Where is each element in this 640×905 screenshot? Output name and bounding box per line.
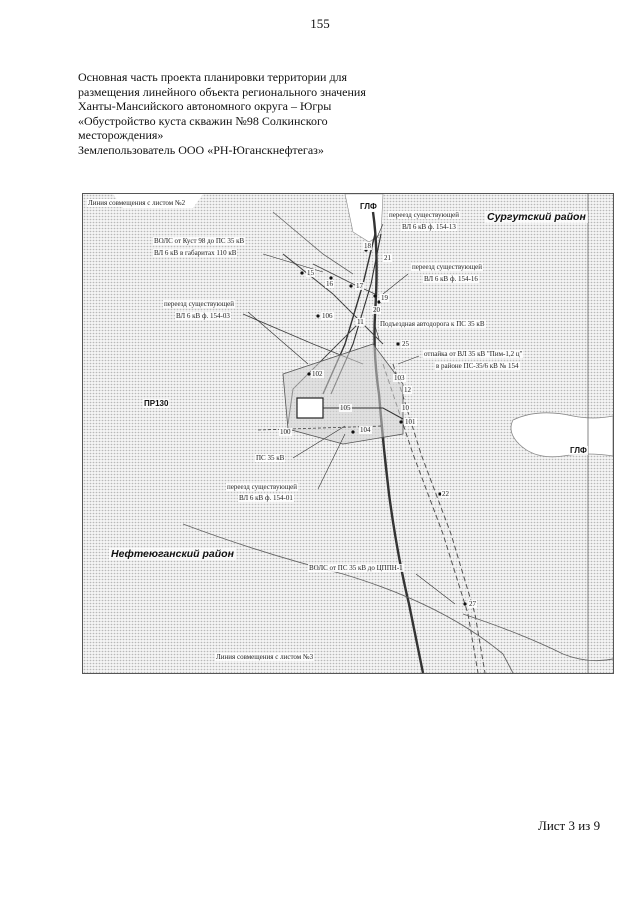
point-marker <box>316 314 319 317</box>
point-marker <box>463 602 466 605</box>
crossing-154-13-label: ВЛ 6 кВ ф. 154-13 <box>402 223 456 231</box>
substation-rect <box>297 398 323 418</box>
point-number: 19 <box>381 294 388 302</box>
crossing-154-03-label: переезд существующей <box>164 300 234 308</box>
point-number: 18 <box>364 242 371 250</box>
branch-line-label: отпайка от ВЛ 35 кВ "Пим-1,2 ц" <box>424 350 523 358</box>
point-number: 104 <box>360 426 371 434</box>
vols-kust98-label: ВОЛС от Куст 98 до ПС 35 кВ <box>154 237 245 245</box>
point-number: 106 <box>322 312 333 320</box>
point-number: 10 <box>402 404 409 412</box>
point-number: 105 <box>340 404 351 412</box>
vols-ps35-label: ВОЛС от ПС 35 кВ до ЦППН-1 <box>309 564 403 572</box>
point-marker <box>396 342 399 345</box>
point-marker <box>351 430 354 433</box>
page-number: 155 <box>310 16 330 31</box>
site-area <box>283 344 403 444</box>
header-line: размещения линейного объекта регионального значения <box>78 84 366 99</box>
point-marker <box>300 271 303 274</box>
point-marker <box>399 420 402 423</box>
surgut-district-label: Сургутский район <box>487 211 586 223</box>
crossing-154-13-label: переезд существующей <box>389 211 459 219</box>
vols-kust98-label: ВЛ 6 кВ в габаритах 110 кВ <box>154 249 237 257</box>
point-number: 11 <box>357 318 364 326</box>
point-number: 100 <box>280 428 291 436</box>
branch-line-label: в районе ПС-35/6 кВ № 154 <box>436 362 519 370</box>
crossing-154-01-label: ВЛ 6 кВ ф. 154-01 <box>239 494 293 502</box>
leader-line <box>416 574 455 604</box>
point-number: 103 <box>394 374 405 382</box>
point-number: 16 <box>326 280 333 288</box>
point-marker <box>373 294 376 297</box>
leader-line <box>398 356 419 364</box>
match-line-3-label: Линия совмещения с листом №3 <box>216 653 314 661</box>
map-graphics <box>83 194 613 673</box>
header-line: месторождения» <box>78 128 164 143</box>
district-boundary <box>373 212 423 673</box>
point-number: 22 <box>442 490 449 498</box>
glf-tag: ГЛФ <box>570 446 587 455</box>
nefteyugansk-district-label: Нефтеюганский район <box>111 548 234 560</box>
leader-line <box>383 274 408 294</box>
planning-map <box>82 193 614 674</box>
pipeline <box>463 614 613 661</box>
header-line: Землепользователь ООО «РН-Юганскнефтегаз» <box>78 142 324 157</box>
document-header <box>78 70 408 158</box>
point-number: 102 <box>312 370 323 378</box>
point-number: 21 <box>384 254 391 262</box>
access-road-label: Подъездная автодорога к ПС 35 кВ <box>380 320 485 328</box>
pr130-tag: ПР130 <box>144 399 169 408</box>
crossing-154-16-label: переезд существующей <box>412 263 482 271</box>
power-line <box>273 212 353 274</box>
point-number: 25 <box>402 340 409 348</box>
point-marker <box>349 284 352 287</box>
header-line: Ханты-Мансийского автономного округа – Югры <box>78 99 332 114</box>
crossing-154-16-label: ВЛ 6 кВ ф. 154-16 <box>424 275 478 283</box>
leader-line <box>318 434 345 489</box>
crossing-154-01-label: переезд существующей <box>227 483 297 491</box>
point-number: 15 <box>307 269 314 277</box>
ps35-label: ПС 35 кВ <box>256 454 285 462</box>
pipeline <box>183 524 513 673</box>
glf-tag: ГЛФ <box>360 202 377 211</box>
point-number: 27 <box>469 600 476 608</box>
header-line: Основная часть проекта планировки территории для <box>78 70 348 84</box>
point-number: 20 <box>373 306 380 314</box>
water-body <box>511 413 613 457</box>
match-line-2-label: Линия совмещения с листом №2 <box>88 199 186 207</box>
point-number: 101 <box>405 418 416 426</box>
power-line <box>283 254 383 344</box>
header-line: «Обустройство куста скважин №98 Солкинского <box>78 113 328 128</box>
power-line <box>313 264 375 294</box>
point-number: 17 <box>356 282 363 290</box>
crossing-154-03-label: ВЛ 6 кВ ф. 154-03 <box>176 312 230 320</box>
point-number: 12 <box>404 386 411 394</box>
sheet-number: Лист 3 из 9 <box>538 818 601 833</box>
